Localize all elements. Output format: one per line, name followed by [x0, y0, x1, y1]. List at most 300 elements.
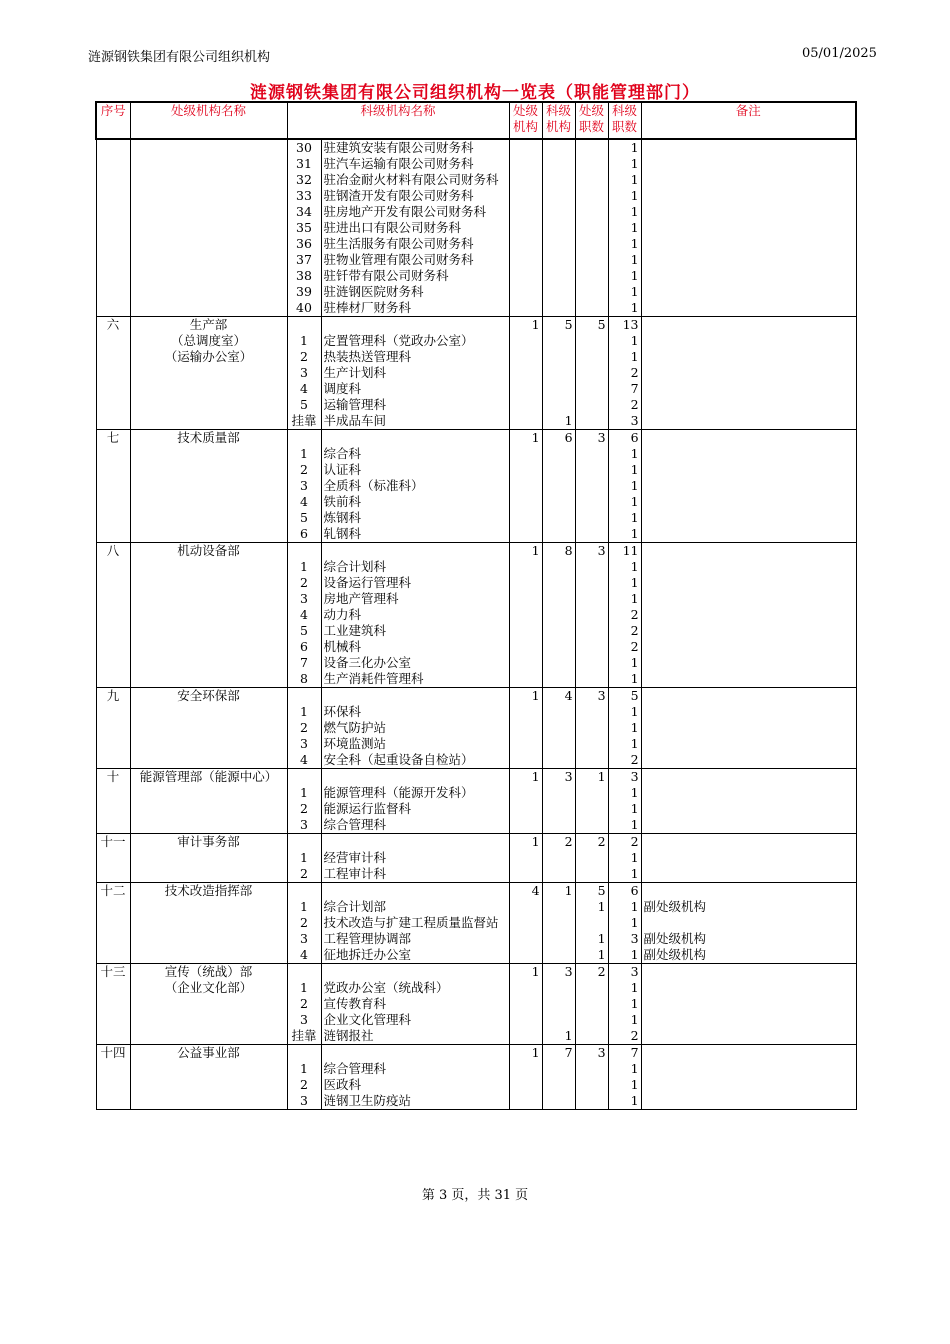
- value-c4: 1: [608, 947, 641, 964]
- value-c2: [542, 607, 575, 623]
- remark: [641, 752, 856, 769]
- value-c1: [509, 300, 542, 317]
- value-c1: [509, 639, 542, 655]
- value-c2: [542, 801, 575, 817]
- value-c1: [509, 381, 542, 397]
- remark: [641, 785, 856, 801]
- value-c2: [542, 526, 575, 543]
- remark: [641, 252, 856, 268]
- section-num: 8: [287, 671, 321, 688]
- value-c2: [542, 704, 575, 720]
- value-c1: [509, 850, 542, 866]
- section-name: 动力科: [321, 607, 509, 623]
- value-c4: 1: [608, 899, 641, 915]
- value-c1: [509, 623, 542, 639]
- section-num: 3: [287, 817, 321, 834]
- value-c3: [575, 1028, 608, 1045]
- section-name: 生产消耗件管理科: [321, 671, 509, 688]
- section-name: 技术改造与扩建工程质量监督站: [321, 915, 509, 931]
- section-name: 党政办公室（统战科）: [321, 980, 509, 996]
- value-c3: [575, 172, 608, 188]
- remark: [641, 688, 856, 705]
- value-c4: 6: [608, 883, 641, 900]
- section-name: [321, 317, 509, 334]
- value-c3: [575, 720, 608, 736]
- value-c3: [575, 623, 608, 639]
- remark: [641, 671, 856, 688]
- value-c1: [509, 220, 542, 236]
- value-c1: [509, 947, 542, 964]
- section-num: [287, 317, 321, 334]
- group-summary-row: [96, 834, 856, 851]
- col-header-remark: 备注: [641, 102, 856, 139]
- value-c3: [575, 559, 608, 575]
- section-name: [321, 883, 509, 900]
- section-num: [287, 688, 321, 705]
- value-c4: 1: [608, 494, 641, 510]
- value-c4: 1: [608, 526, 641, 543]
- section-name: 驻涟钢医院财务科: [321, 284, 509, 300]
- value-c4: 1: [608, 172, 641, 188]
- section-name: 驻生活服务有限公司财务科: [321, 236, 509, 252]
- value-c2: 1: [542, 413, 575, 430]
- section-name: 驻钎带有限公司财务科: [321, 268, 509, 284]
- value-c2: 5: [542, 317, 575, 334]
- col-header-c1: 处级 机构: [509, 102, 542, 139]
- value-c1: 1: [509, 964, 542, 981]
- section-num: 1: [287, 980, 321, 996]
- section-num: 6: [287, 639, 321, 655]
- value-c4: 1: [608, 671, 641, 688]
- value-c2: [542, 671, 575, 688]
- value-c3: [575, 671, 608, 688]
- section-name: 综合管理科: [321, 1061, 509, 1077]
- value-c1: [509, 446, 542, 462]
- remark: [641, 478, 856, 494]
- value-c4: 1: [608, 704, 641, 720]
- section-name: 综合计划科: [321, 559, 509, 575]
- value-c2: [542, 220, 575, 236]
- remark: [641, 720, 856, 736]
- value-c2: [542, 510, 575, 526]
- value-c3: [575, 655, 608, 671]
- section-num: 1: [287, 704, 321, 720]
- value-c1: [509, 801, 542, 817]
- value-c2: [542, 478, 575, 494]
- value-c3: [575, 785, 608, 801]
- section-num: 36: [287, 236, 321, 252]
- section-num: 5: [287, 397, 321, 413]
- value-c2: [542, 899, 575, 915]
- remark: [641, 268, 856, 284]
- section-num: 5: [287, 510, 321, 526]
- remark: [641, 333, 856, 349]
- section-name: 综合计划部: [321, 899, 509, 915]
- page-header-company: 涟源钢铁集团有限公司组织机构: [88, 50, 271, 65]
- value-c3: [575, 139, 608, 156]
- page-footer: 第 3 页，共 31 页: [421, 1188, 529, 1203]
- value-c3: [575, 607, 608, 623]
- group-dept-name: [130, 543, 287, 688]
- remark: [641, 736, 856, 752]
- value-c2: 3: [542, 964, 575, 981]
- section-name: [321, 1045, 509, 1062]
- value-c1: [509, 268, 542, 284]
- value-c2: 8: [542, 543, 575, 560]
- value-c1: [509, 204, 542, 220]
- section-name: 认证科: [321, 462, 509, 478]
- remark: [641, 365, 856, 381]
- value-c4: 1: [608, 575, 641, 591]
- value-c4: 7: [608, 1045, 641, 1062]
- value-c1: [509, 139, 542, 156]
- value-c2: [542, 300, 575, 317]
- section-num: [287, 1045, 321, 1062]
- value-c4: 1: [608, 252, 641, 268]
- remark: [641, 575, 856, 591]
- value-c2: [542, 494, 575, 510]
- value-c4: 7: [608, 381, 641, 397]
- value-c3: [575, 510, 608, 526]
- section-num: 2: [287, 866, 321, 883]
- value-c3: 3: [575, 430, 608, 447]
- value-c2: [542, 866, 575, 883]
- value-c2: [542, 655, 575, 671]
- value-c3: 3: [575, 688, 608, 705]
- section-num: 33: [287, 188, 321, 204]
- remark: [641, 188, 856, 204]
- remark: [641, 526, 856, 543]
- value-c1: [509, 980, 542, 996]
- value-c3: [575, 575, 608, 591]
- section-num: 2: [287, 996, 321, 1012]
- value-c4: 1: [608, 268, 641, 284]
- group-summary-row: [96, 883, 856, 900]
- value-c4: 1: [608, 736, 641, 752]
- section-name: [321, 834, 509, 851]
- value-c1: [509, 478, 542, 494]
- value-c1: [509, 252, 542, 268]
- remark: [641, 834, 856, 851]
- section-name: 生产计划科: [321, 365, 509, 381]
- remark: [641, 996, 856, 1012]
- section-num: 2: [287, 1077, 321, 1093]
- section-name: 驻钢渣开发有限公司财务科: [321, 188, 509, 204]
- value-c3: [575, 591, 608, 607]
- group-dept-line: 宣传（统战）部: [164, 964, 253, 979]
- remark: [641, 655, 856, 671]
- value-c2: [542, 284, 575, 300]
- value-c1: [509, 333, 542, 349]
- section-name: 驻汽车运输有限公司财务科: [321, 156, 509, 172]
- group-dept-line: （总调度室）: [170, 333, 246, 348]
- section-name: 经营审计科: [321, 850, 509, 866]
- value-c2: [542, 446, 575, 462]
- value-c4: 1: [608, 1093, 641, 1110]
- value-c2: [542, 575, 575, 591]
- group-seq: 十: [96, 769, 130, 834]
- remark: [641, 866, 856, 883]
- value-c4: 1: [608, 1061, 641, 1077]
- value-c1: [509, 1028, 542, 1045]
- remark: [641, 915, 856, 931]
- group-dept-name: [130, 883, 287, 964]
- section-name: 涟钢报社: [321, 1028, 509, 1045]
- value-c2: [542, 349, 575, 365]
- value-c4: 1: [608, 850, 641, 866]
- value-c2: [542, 365, 575, 381]
- col-header-seq: 序号: [96, 102, 130, 139]
- value-c1: 1: [509, 834, 542, 851]
- value-c2: 7: [542, 1045, 575, 1062]
- value-c4: 3: [608, 769, 641, 786]
- value-c4: 1: [608, 655, 641, 671]
- value-c1: [509, 156, 542, 172]
- remark: [641, 1093, 856, 1110]
- value-c3: 5: [575, 883, 608, 900]
- value-c4: 1: [608, 980, 641, 996]
- value-c3: [575, 494, 608, 510]
- value-c2: 1: [542, 1028, 575, 1045]
- value-c3: [575, 980, 608, 996]
- group-seq: 十一: [96, 834, 130, 883]
- value-c4: 1: [608, 817, 641, 834]
- section-name: 设备三化办公室: [321, 655, 509, 671]
- value-c3: 2: [575, 834, 608, 851]
- value-c1: [509, 1061, 542, 1077]
- section-name: 宣传教育科: [321, 996, 509, 1012]
- group-dept-line: 审计事务部: [177, 834, 240, 849]
- value-c3: [575, 704, 608, 720]
- value-c3: [575, 850, 608, 866]
- group-dept-name: [130, 688, 287, 769]
- section-num: 35: [287, 220, 321, 236]
- section-name: 驻棒材厂财务科: [321, 300, 509, 317]
- section-name: 医政科: [321, 1077, 509, 1093]
- group-summary-row: [96, 769, 856, 786]
- value-c3: [575, 996, 608, 1012]
- group-dept-line: 公益事业部: [177, 1045, 240, 1060]
- value-c3: [575, 801, 608, 817]
- section-name: [321, 769, 509, 786]
- value-c1: [509, 752, 542, 769]
- value-c3: [575, 349, 608, 365]
- value-c4: 2: [608, 1028, 641, 1045]
- remark: [641, 446, 856, 462]
- value-c1: [509, 494, 542, 510]
- value-c2: [542, 381, 575, 397]
- section-name: 征地拆迁办公室: [321, 947, 509, 964]
- value-c3: [575, 188, 608, 204]
- section-name: 能源运行监督科: [321, 801, 509, 817]
- value-c4: 6: [608, 430, 641, 447]
- value-c1: [509, 720, 542, 736]
- section-num: 40: [287, 300, 321, 317]
- value-c4: 1: [608, 446, 641, 462]
- section-name: 房地产管理科: [321, 591, 509, 607]
- section-name: [321, 964, 509, 981]
- value-c3: [575, 156, 608, 172]
- value-c4: 1: [608, 866, 641, 883]
- value-c3: [575, 1093, 608, 1110]
- group-dept-line: （企业文化部）: [164, 980, 253, 995]
- value-c4: 3: [608, 931, 641, 947]
- section-num: 4: [287, 381, 321, 397]
- section-num: [287, 543, 321, 560]
- value-c4: 1: [608, 996, 641, 1012]
- value-c3: [575, 397, 608, 413]
- value-c4: 1: [608, 139, 641, 156]
- section-name: 驻物业管理有限公司财务科: [321, 252, 509, 268]
- value-c2: [542, 736, 575, 752]
- value-c3: [575, 300, 608, 317]
- section-name: 企业文化管理科: [321, 1012, 509, 1028]
- value-c2: [542, 333, 575, 349]
- value-c3: 1: [575, 931, 608, 947]
- group-seq: 十三: [96, 964, 130, 1045]
- value-c1: [509, 236, 542, 252]
- remark: [641, 980, 856, 996]
- value-c3: [575, 446, 608, 462]
- section-name: 安全科（起重设备自检站）: [321, 752, 509, 769]
- section-num: 2: [287, 801, 321, 817]
- value-c3: 3: [575, 1045, 608, 1062]
- value-c4: 1: [608, 559, 641, 575]
- group-dept-line: （运输办公室）: [164, 349, 253, 364]
- section-name: 铁前科: [321, 494, 509, 510]
- section-num: 4: [287, 494, 321, 510]
- section-num: 38: [287, 268, 321, 284]
- value-c1: [509, 413, 542, 430]
- value-c1: [509, 1093, 542, 1110]
- section-num: 2: [287, 915, 321, 931]
- value-c4: 1: [608, 284, 641, 300]
- section-name: 热装热送管理科: [321, 349, 509, 365]
- value-c1: 1: [509, 430, 542, 447]
- section-num: 5: [287, 623, 321, 639]
- group-dept-line: 生产部: [189, 317, 228, 332]
- value-c2: [542, 172, 575, 188]
- value-c4: 11: [608, 543, 641, 560]
- value-c4: 1: [608, 915, 641, 931]
- remark: [641, 1045, 856, 1062]
- section-name: 全质科（标准科）: [321, 478, 509, 494]
- value-c2: [542, 204, 575, 220]
- value-c3: [575, 478, 608, 494]
- group-seq: 八: [96, 543, 130, 688]
- section-num: 3: [287, 591, 321, 607]
- section-num: 2: [287, 462, 321, 478]
- value-c3: [575, 252, 608, 268]
- section-num: 34: [287, 204, 321, 220]
- remark: [641, 1077, 856, 1093]
- value-c2: [542, 817, 575, 834]
- value-c1: [509, 655, 542, 671]
- group-dept-line: 技术改造指挥部: [164, 883, 253, 898]
- value-c4: 2: [608, 397, 641, 413]
- value-c2: [542, 931, 575, 947]
- group-seq: 九: [96, 688, 130, 769]
- value-c1: [509, 365, 542, 381]
- group-seq: 十二: [96, 883, 130, 964]
- value-c4: 1: [608, 236, 641, 252]
- section-num: [287, 964, 321, 981]
- group-dept-name: [130, 139, 287, 317]
- remark: [641, 769, 856, 786]
- section-num: 4: [287, 947, 321, 964]
- value-c3: [575, 526, 608, 543]
- value-c4: 2: [608, 623, 641, 639]
- value-c1: [509, 510, 542, 526]
- remark: [641, 220, 856, 236]
- value-c1: 1: [509, 688, 542, 705]
- value-c3: 5: [575, 317, 608, 334]
- section-num: 4: [287, 752, 321, 769]
- value-c1: [509, 575, 542, 591]
- section-name: 驻冶金耐火材料有限公司财务科: [321, 172, 509, 188]
- value-c4: 2: [608, 607, 641, 623]
- value-c4: 3: [608, 964, 641, 981]
- remark: [641, 430, 856, 447]
- section-num: 4: [287, 607, 321, 623]
- value-c2: [542, 268, 575, 284]
- value-c4: 2: [608, 365, 641, 381]
- value-c3: [575, 204, 608, 220]
- remark: [641, 623, 856, 639]
- organization-table: [95, 101, 857, 1110]
- remark: [641, 850, 856, 866]
- value-c2: [542, 559, 575, 575]
- value-c4: 1: [608, 720, 641, 736]
- value-c3: [575, 365, 608, 381]
- section-name: 驻进出口有限公司财务科: [321, 220, 509, 236]
- value-c2: [542, 139, 575, 156]
- remark: [641, 1061, 856, 1077]
- group-seq: 七: [96, 430, 130, 543]
- value-c2: [542, 720, 575, 736]
- value-c1: 1: [509, 1045, 542, 1062]
- value-c3: [575, 413, 608, 430]
- section-num: 挂靠: [287, 413, 321, 430]
- col-header-c3: 处级 职数: [575, 102, 608, 139]
- value-c4: 1: [608, 333, 641, 349]
- value-c1: [509, 931, 542, 947]
- value-c4: 13: [608, 317, 641, 334]
- value-c4: 3: [608, 413, 641, 430]
- value-c4: 1: [608, 510, 641, 526]
- value-c1: [509, 817, 542, 834]
- value-c2: [542, 188, 575, 204]
- remark: [641, 156, 856, 172]
- table-header-row: [96, 102, 856, 139]
- section-name: 工业建筑科: [321, 623, 509, 639]
- value-c2: [542, 591, 575, 607]
- value-c3: [575, 736, 608, 752]
- section-name: 涟钢卫生防疫站: [321, 1093, 509, 1110]
- value-c2: 1: [542, 883, 575, 900]
- group-dept-name: [130, 964, 287, 1045]
- value-c1: [509, 172, 542, 188]
- value-c4: 1: [608, 349, 641, 365]
- value-c1: [509, 899, 542, 915]
- value-c4: 1: [608, 591, 641, 607]
- value-c3: [575, 268, 608, 284]
- value-c2: [542, 752, 575, 769]
- value-c1: [509, 915, 542, 931]
- value-c3: [575, 1077, 608, 1093]
- section-num: 7: [287, 655, 321, 671]
- value-c2: [542, 252, 575, 268]
